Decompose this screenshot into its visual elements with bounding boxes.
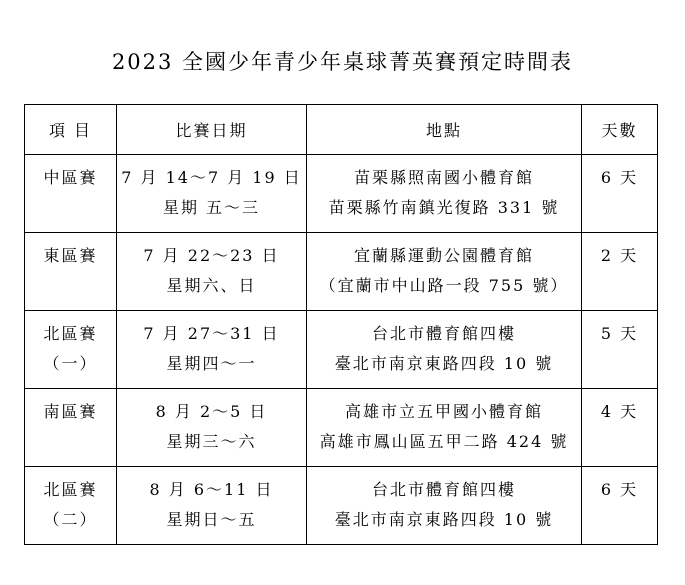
venue-address: （宜蘭市中山路一段 755 號） bbox=[319, 276, 569, 295]
venue-cell bbox=[307, 389, 582, 467]
table-row bbox=[25, 311, 658, 389]
days-cell bbox=[582, 311, 658, 389]
venue-cell bbox=[307, 233, 582, 311]
days-count: 6 天 bbox=[600, 480, 639, 499]
venue-address: 高雄市鳳山區五甲二路 424 號 bbox=[319, 432, 569, 451]
item-name: 南區賽 bbox=[43, 402, 98, 421]
table-row bbox=[25, 155, 658, 233]
venue-name: 台北市體育館四樓 bbox=[371, 480, 516, 499]
table-row bbox=[25, 233, 658, 311]
schedule-table bbox=[24, 104, 658, 545]
date-cell bbox=[117, 311, 307, 389]
date-cell bbox=[117, 155, 307, 233]
venue-cell bbox=[307, 311, 582, 389]
date-cell bbox=[117, 389, 307, 467]
item-name: 東區賽 bbox=[43, 246, 98, 265]
header-item: 項 目 bbox=[25, 105, 117, 155]
date-cell bbox=[117, 233, 307, 311]
item-cell bbox=[25, 155, 117, 233]
header-row bbox=[25, 105, 658, 155]
days-cell bbox=[582, 467, 658, 545]
header-date: 比賽日期 bbox=[117, 105, 307, 155]
item-sub: （二） bbox=[43, 510, 98, 529]
page-title: 2023 全國少年青少年桌球菁英賽預定時間表 bbox=[111, 50, 574, 74]
item-sub: （一） bbox=[43, 354, 98, 373]
venue-name: 高雄市立五甲國小體育館 bbox=[344, 402, 543, 421]
item-cell bbox=[25, 467, 117, 545]
date-range: 7 月 27～31 日 bbox=[143, 324, 280, 343]
days-cell bbox=[582, 389, 658, 467]
venue-name: 宜蘭縣運動公園體育館 bbox=[353, 246, 534, 265]
table-body bbox=[25, 155, 658, 545]
weekday-range: 星期六、日 bbox=[166, 276, 257, 295]
item-name: 中區賽 bbox=[43, 168, 98, 187]
table-header bbox=[25, 105, 658, 155]
venue-address: 臺北市南京東路四段 10 號 bbox=[334, 354, 554, 373]
item-cell bbox=[25, 233, 117, 311]
venue-address: 臺北市南京東路四段 10 號 bbox=[334, 510, 554, 529]
venue-name: 苗栗縣照南國小體育館 bbox=[353, 168, 534, 187]
date-cell bbox=[117, 467, 307, 545]
days-count: 6 天 bbox=[600, 168, 639, 187]
venue-cell bbox=[307, 155, 582, 233]
item-name: 北區賽 bbox=[43, 324, 98, 343]
days-cell bbox=[582, 155, 658, 233]
date-range: 7 月 22～23 日 bbox=[143, 246, 280, 265]
table-row bbox=[25, 389, 658, 467]
venue-address: 苗栗縣竹南鎮光復路 331 號 bbox=[328, 198, 560, 217]
days-count: 2 天 bbox=[600, 246, 639, 265]
weekday-range: 星期四～一 bbox=[166, 354, 257, 373]
days-count: 5 天 bbox=[600, 324, 639, 343]
date-range: 8 月 2～5 日 bbox=[155, 402, 268, 421]
days-cell bbox=[582, 233, 658, 311]
header-venue: 地點 bbox=[307, 105, 582, 155]
header-days: 天數 bbox=[582, 105, 658, 155]
weekday-range: 星期日～五 bbox=[166, 510, 257, 529]
venue-name: 台北市體育館四樓 bbox=[371, 324, 516, 343]
date-range: 7 月 14～7 月 19 日 bbox=[121, 168, 302, 187]
item-name: 北區賽 bbox=[43, 480, 98, 499]
item-cell bbox=[25, 389, 117, 467]
date-range: 8 月 6～11 日 bbox=[149, 480, 274, 499]
days-count: 4 天 bbox=[600, 402, 639, 421]
venue-cell bbox=[307, 467, 582, 545]
weekday-range: 星期 五～三 bbox=[162, 198, 261, 217]
table-row bbox=[25, 467, 658, 545]
item-cell bbox=[25, 311, 117, 389]
weekday-range: 星期三～六 bbox=[166, 432, 257, 451]
